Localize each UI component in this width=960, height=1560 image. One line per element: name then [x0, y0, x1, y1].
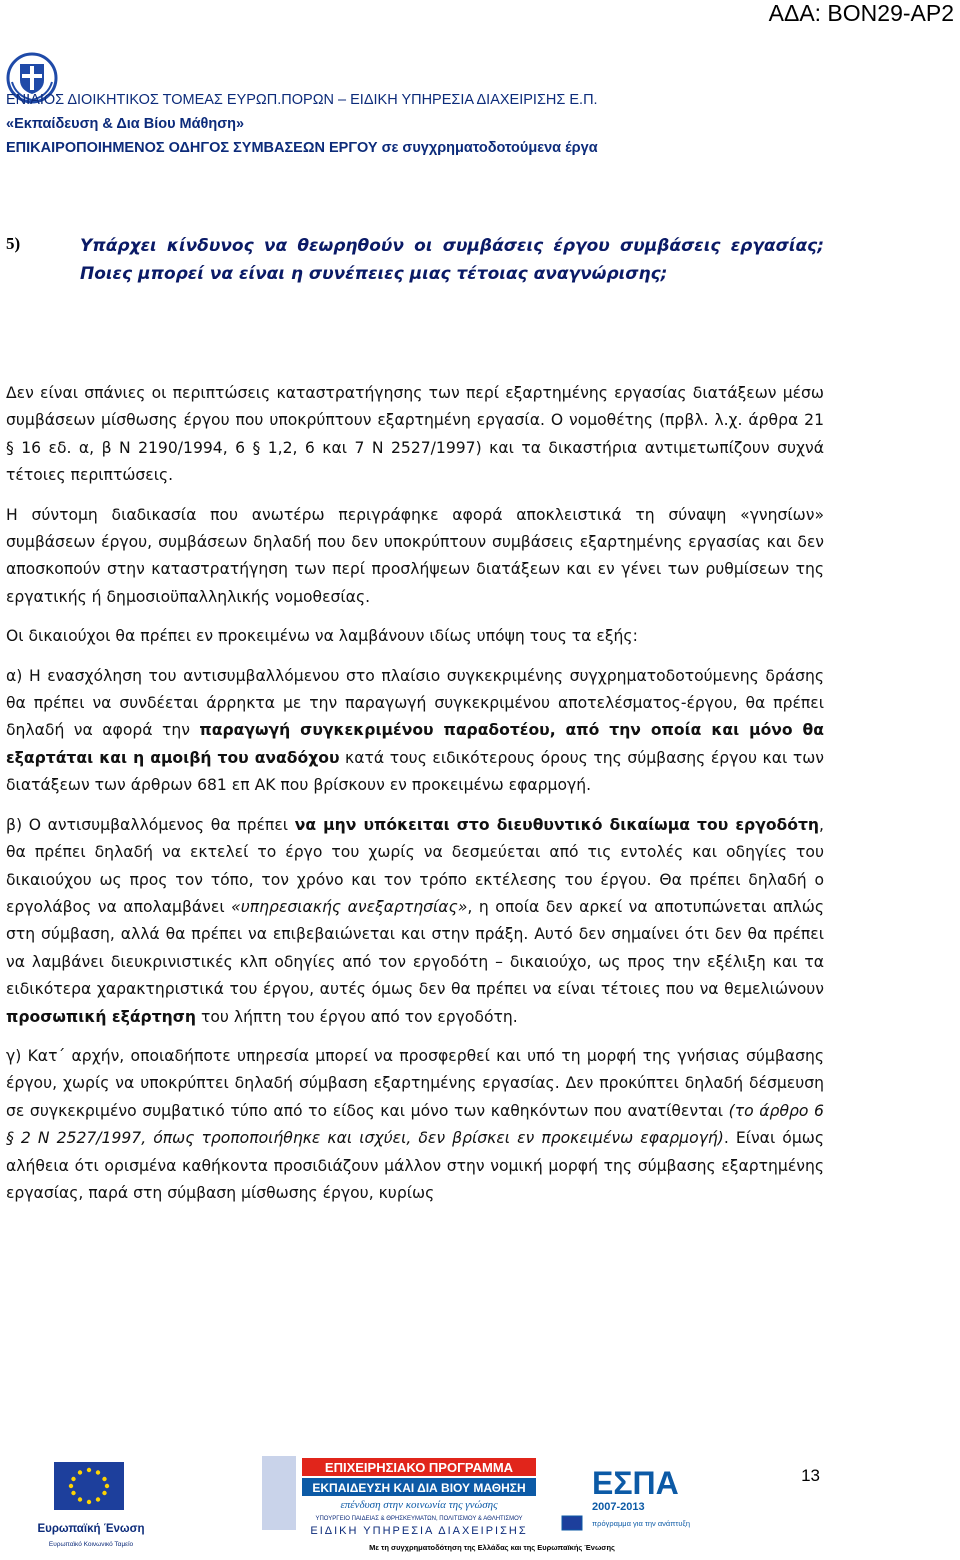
programme-logo [262, 1456, 762, 1554]
paragraph-b [6, 812, 824, 1031]
prog-slogan: επένδυση στην κοινωνία της γνώσης [340, 1499, 498, 1511]
paragraph-c-text-1: γ) Κατ΄ αρχήν, οποιαδήποτε υπηρεσία μπορεί να προσφερθεί και υπό τη μορφή της γνήσιας σύμβασης έργου, χωρίς να υποκρύπτει δηλαδή σύμβαση εξαρτημένης εργασίας. Δεν προκύπτει δηλαδή δέσμευση σε συγκεκριμένο συμβατικό τύπο από το είδος και μόνο των καθηκόντων που ανατίθενται [6, 1046, 824, 1120]
ministry: ΥΠΟΥΡΓΕΙΟ ΠΑΙΔΕΙΑΣ & ΘΡΗΣΚΕΥΜΑΤΩΝ, ΠΟΛΙΤΙΣΜΟΥ & ΑΘΛΗΤΙΣΜΟΥ [315, 1516, 523, 1522]
prog-title-2: ΕΚΠΑΙΔΕΥΣΗ ΚΑΙ ΔΙΑ ΒΙΟΥ ΜΑΘΗΣΗ [312, 1481, 526, 1495]
paragraph-b-text-3: , η οποία δεν αρκεί να αποτυπώνεται απλώς στη σύμβαση, αλλά θα πρέπει να επιβεβαιώνεται και στην πράξη. Αυτό δεν σημαίνει ότι δεν θα πρέπει να λαμβάνει διευκρινιστικές κλπ οδηγίες από τον εργοδότη – δικαιούχο, ως προς την εξέλιξη και τα ειδικότερα χαρακτηριστικά του έργου, αυτές όμως δεν θα πρέπει να είναι τέτοιες που να θεμελιώνουν [6, 897, 824, 999]
question-block [6, 232, 824, 288]
paragraph-a-text-1: α) Η ενασχόληση του αντισυμβαλλόμενου στο πλαίσιο συγκεκριμένης συγχρηματοδοτούμενης δράσης θα πρέπει να συνδέεται άρρηκτα με την παραγωγή συγκεκριμένου αποτελέσματος-έργου, θα πρέπει δηλαδή να αφορά την [6, 666, 824, 740]
header-line-2: «Εκπαίδευση & Δια Βίου Μάθηση» [6, 116, 245, 132]
paragraph-b-text-2: , θα πρέπει δηλαδή να εκτελεί το έργο του χωρίς να δεσμεύεται από τις εντολές και οδηγίες του δικαιούχου ως προς τον τόπο, τον χρόνο και τον τρόπο εκτέλεσης του έργου. Θα πρέπει δηλαδή ο εργολάβος να απολαμβάνει [6, 815, 825, 916]
service: ΕΙΔΙΚΗ ΥΠΗΡΕΣΙΑ ΔΙΑΧΕΙΡΙΣΗΣ [310, 1525, 528, 1537]
paragraph-b-text-4: του λήπτη του έργου από τον εργοδότη. [196, 1007, 518, 1026]
espa-sub: πρόγραμμα για την ανάπτυξη [592, 1519, 691, 1528]
paragraph-3: Οι δικαιούχοι θα πρέπει εν προκειμένω να λαμβάνουν ιδίως υπόψη τους τα εξής: [6, 627, 638, 646]
paragraph-b-italic: «υπηρεσιακής ανεξαρτησίας» [231, 897, 468, 916]
eu-label: Ευρωπαϊκή Ένωση [37, 1523, 145, 1535]
paragraph-2: Η σύντομη διαδικασία που ανωτέρω περιγράφηκε αφορά αποκλειστικά τη σύναψη «γνησίων» συμβάσεων έργου, συμβάσεων δηλαδή που δεν υποκρύπτουν συμβάσεις εξαρτημένης εργασίας και δεν αποσκοπούν στην καταστρατήγηση των περί προσλήψεων διατάξεων και εν γένει των ρυθμίσεων της εργατικής ή δημοσιοϋπαλληλικής νομοθεσίας. [6, 505, 824, 606]
prog-title-1: ΕΠΙΧΕΙΡΗΣΙΑΚΟ ΠΡΟΓΡΑΜΜΑ [324, 1460, 514, 1475]
paragraph-c-text-2: . Είναι όμως αλήθεια ότι ορισμένα καθήκοντα προσιδιάζουν μάλλον στην νομική μορφή της σύμβασης εξαρτημένης εργασίας, παρά στη σύμβαση μίσθωσης έργου, κυρίως [6, 1129, 824, 1202]
ada-code: ΑΔΑ: ΒΟΝ29-ΑΡ2 [768, 0, 954, 26]
question-text: Υπάρχει κίνδυνος να θεωρηθούν οι συμβάσεις έργου συμβάσεις εργασίας; Ποιες μπορεί να είναι η συνέπειες μιας τέτοιας αναγνώρισης; [80, 236, 824, 284]
paragraph-a [6, 663, 824, 800]
espa-title: ΕΣΠΑ [592, 1465, 679, 1501]
espa-years: 2007-2013 [592, 1501, 645, 1513]
paragraph-b-text-1: β) Ο αντισυμβαλλόμενος θα πρέπει [6, 815, 295, 834]
question-number: 5) [6, 234, 21, 253]
paragraph-c [6, 1043, 824, 1207]
paragraph-b-bold-1: να μην υπόκειται στο διευθυντικό δικαίωμα του εργοδότη [294, 815, 820, 834]
header-line-3: ΕΠΙΚΑΙΡΟΠΟΙΗΜΕΝΟΣ ΟΔΗΓΟΣ ΣΥΜΒΑΣΕΩΝ ΕΡΓΟΥ σε συγχρηματοδοτούμενα έργα [6, 140, 598, 156]
paragraph-a-bold: παραγωγή συγκεκριμένου παραδοτέου, από την οποία και μόνο θα εξαρτάται και η αμοιβή του αναδόχου [6, 721, 824, 767]
page-number: 13 [801, 1466, 820, 1485]
cofund-note: Με τη συγχρηματοδότηση της Ελλάδας και της Ευρωπαϊκής Ένωσης [369, 1543, 615, 1552]
eu-sub: Ευρωπαϊκό Κοινωνικό Ταμείο [48, 1541, 134, 1548]
paragraph-1: Δεν είναι σπάνιες οι περιπτώσεις καταστρατήγησης των περί εξαρτημένης εργασίας διατάξεων μέσω συμβάσεων μίσθωσης έργου που υποκρύπτουν εξαρτημένη εργασία. Ο νομοθέτης (πρβλ. λ.χ. άρθρα 21 § 16 εδ. α, β Ν 2190/1994, 6 § 1,2, 6 και 7 Ν 2527/1997) και τα δικαστήρια αντιμετωπίζουν συχνά τέτοιες περιπτώσεις. [6, 384, 824, 485]
paragraph-a-text-2: κατά τους ειδικότερους όρους της σύμβασης έργου και των διατάξεων των άρθρων 681 επ ΑΚ που βρίσκουν εν προκειμένω εφαρμογή. [6, 748, 824, 795]
eu-flag-logo [36, 1456, 146, 1554]
paragraph-c-italic: (το άρθρο 6 § 2 Ν 2527/1997, όπως τροποποιήθηκε και ισχύει, δεν βρίσκει εν προκειμένω εφαρμογή) [6, 1101, 824, 1148]
document-body [6, 380, 824, 1217]
header-line-1: ΕΝΙΑΙΟΣ ΔΙΟΙΚΗΤΙΚΟΣ ΤΟΜΕΑΣ ΕΥΡΩΠ.ΠΟΡΩΝ – ΕΙΔΙΚΗ ΥΠΗΡΕΣΙΑ ΔΙΑΧΕΙΡΙΣΗΣ Ε.Π. [6, 92, 598, 108]
paragraph-b-bold-2: προσωπική εξάρτηση [6, 1007, 196, 1026]
